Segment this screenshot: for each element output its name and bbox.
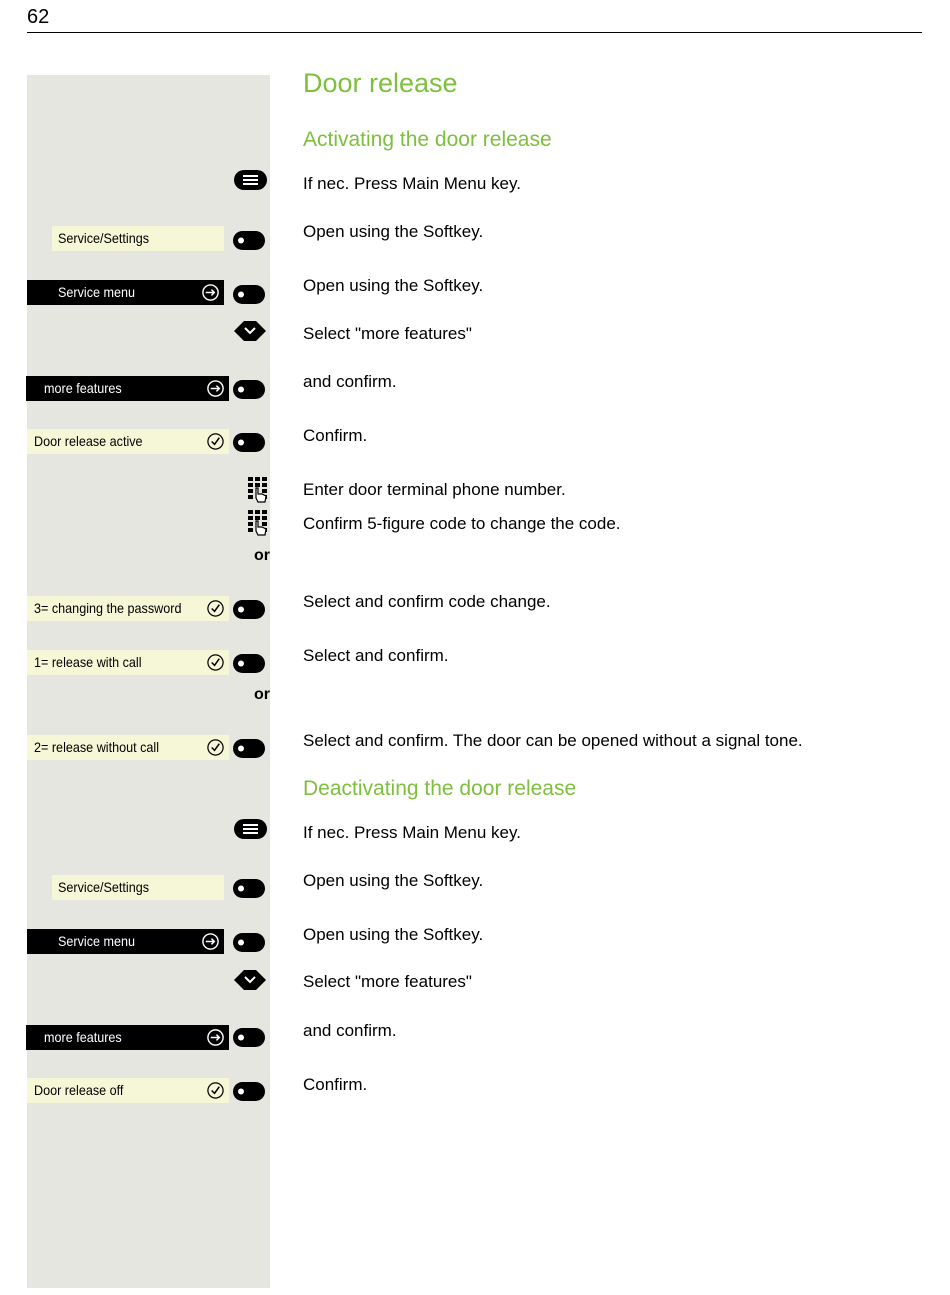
display-option-label: more features bbox=[44, 380, 122, 396]
step-text: Select "more features" bbox=[303, 324, 472, 343]
navigation-key-icon[interactable] bbox=[234, 321, 266, 341]
step-text: If nec. Press Main Menu key. bbox=[303, 174, 521, 193]
navigation-key-icon[interactable] bbox=[234, 970, 266, 990]
softkey-icon[interactable] bbox=[233, 739, 265, 758]
header-rule bbox=[27, 32, 922, 33]
page-number: 62 bbox=[27, 6, 50, 28]
display-option-door-release-active[interactable] bbox=[27, 429, 229, 454]
or-label: or bbox=[254, 547, 270, 564]
arrow-right-icon bbox=[201, 283, 220, 302]
display-option-more-features[interactable] bbox=[26, 376, 229, 401]
checkmark-icon bbox=[206, 432, 225, 451]
step-text: Select and confirm. The door can be opened without a signal tone. bbox=[303, 731, 803, 750]
display-option-label: more features bbox=[44, 1029, 122, 1045]
softkey-icon[interactable] bbox=[233, 879, 265, 898]
display-option-changing-password[interactable] bbox=[27, 596, 229, 621]
display-option-service-menu[interactable] bbox=[27, 929, 224, 954]
softkey-icon[interactable] bbox=[233, 1028, 265, 1047]
step-text: Enter door terminal phone number. bbox=[303, 480, 566, 499]
step-text: and confirm. bbox=[303, 1021, 397, 1040]
keypad-icon[interactable] bbox=[247, 509, 268, 537]
softkey-icon[interactable] bbox=[233, 600, 265, 619]
or-label: or bbox=[254, 686, 270, 703]
step-text: Open using the Softkey. bbox=[303, 871, 484, 890]
checkmark-icon bbox=[206, 738, 225, 757]
display-option-service-menu[interactable] bbox=[27, 280, 224, 305]
page-title: Door release bbox=[303, 68, 458, 98]
display-option-label: 3= changing the password bbox=[34, 600, 182, 616]
display-option-service-settings[interactable] bbox=[52, 875, 224, 900]
softkey-icon[interactable] bbox=[233, 285, 265, 304]
step-text: Open using the Softkey. bbox=[303, 222, 484, 241]
main-menu-key-icon[interactable] bbox=[234, 170, 267, 190]
display-option-label: Door release off bbox=[34, 1082, 124, 1098]
step-text: Open using the Softkey. bbox=[303, 276, 484, 295]
display-option-label: Service menu bbox=[58, 284, 136, 300]
arrow-right-icon bbox=[201, 932, 220, 951]
arrow-right-icon bbox=[206, 379, 225, 398]
display-option-label: Service/Settings bbox=[58, 230, 150, 246]
step-text: Open using the Softkey. bbox=[303, 925, 484, 944]
softkey-icon[interactable] bbox=[233, 231, 265, 250]
display-option-label: 2= release without call bbox=[34, 739, 160, 755]
sidebar-panel bbox=[27, 75, 270, 1288]
step-text: Confirm. bbox=[303, 1075, 368, 1094]
display-option-label: Door release active bbox=[34, 433, 143, 449]
display-option-label: 1= release with call bbox=[34, 654, 142, 670]
step-text: Select and confirm code change. bbox=[303, 592, 551, 611]
softkey-icon[interactable] bbox=[233, 1082, 265, 1101]
checkmark-icon bbox=[206, 653, 225, 672]
display-option-service-settings[interactable] bbox=[52, 226, 224, 251]
display-option-door-release-off[interactable] bbox=[27, 1078, 229, 1103]
step-text: Select "more features" bbox=[303, 972, 472, 991]
section-heading-activating: Activating the door release bbox=[303, 128, 552, 151]
checkmark-icon bbox=[206, 1081, 225, 1100]
softkey-icon[interactable] bbox=[233, 933, 265, 952]
step-text: Select and confirm. bbox=[303, 646, 449, 665]
checkmark-icon bbox=[206, 599, 225, 618]
display-option-release-without-call[interactable] bbox=[27, 735, 229, 760]
softkey-icon[interactable] bbox=[233, 380, 265, 399]
step-text: Confirm. bbox=[303, 426, 368, 445]
softkey-icon[interactable] bbox=[233, 654, 265, 673]
display-option-release-with-call[interactable] bbox=[27, 650, 229, 675]
keypad-icon[interactable] bbox=[247, 476, 268, 504]
step-text: and confirm. bbox=[303, 372, 397, 391]
main-menu-key-icon[interactable] bbox=[234, 819, 267, 839]
display-option-more-features[interactable] bbox=[26, 1025, 229, 1050]
softkey-icon[interactable] bbox=[233, 433, 265, 452]
display-option-label: Service menu bbox=[58, 933, 136, 949]
display-option-label: Service/Settings bbox=[58, 879, 150, 895]
step-text: Confirm 5-figure code to change the code. bbox=[303, 514, 621, 533]
arrow-right-icon bbox=[206, 1028, 225, 1047]
step-text: If nec. Press Main Menu key. bbox=[303, 823, 521, 842]
section-heading-deactivating: Deactivating the door release bbox=[303, 777, 577, 800]
